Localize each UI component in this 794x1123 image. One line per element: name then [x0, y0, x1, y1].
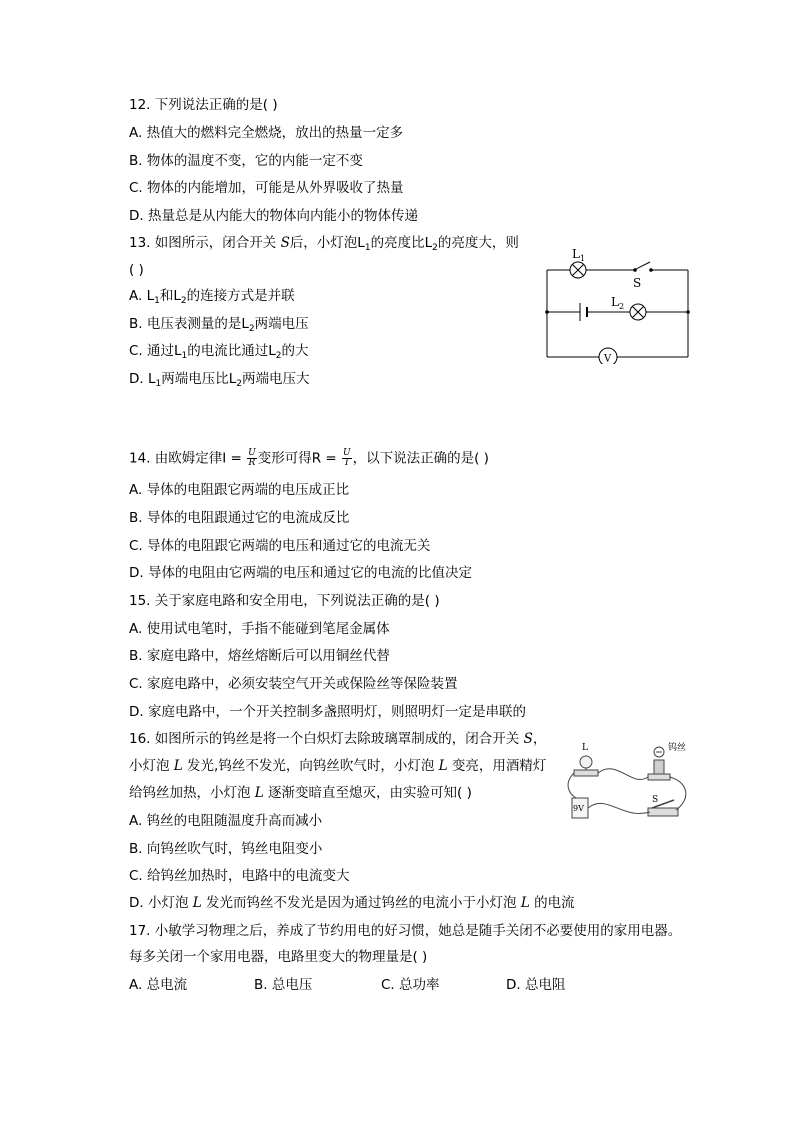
q14-option-d: D. 导体的电阻由它两端的电压和通过它的电流的比值决定 — [129, 565, 472, 581]
q16-experiment-figure — [562, 738, 696, 824]
q15-option-d: D. 家庭电路中，一个开关控制多盏照明灯，则照明灯一定是串联的 — [129, 704, 526, 720]
q16-option-b: B. 向钨丝吹气时，钨丝电阻变小 — [129, 841, 323, 857]
q15-option-c: C. 家庭电路中，必须安装空气开关或保险丝等保险装置 — [129, 676, 458, 692]
q12-option-b: B. 物体的温度不变，它的内能一定不变 — [129, 153, 363, 169]
q17-option-d: D. 总电阻 — [506, 977, 566, 993]
q14-option-c: C. 导体的电阻跟它两端的电压和通过它的电流无关 — [129, 538, 431, 554]
small-lamp-icon — [580, 756, 592, 768]
q16-option-c: C. 给钨丝加热时，电路中的电流变大 — [129, 868, 350, 884]
q13-circuit-diagram — [540, 240, 696, 364]
q13-option-b: B. 电压表测量的是$L_2$两端电压 — [129, 316, 309, 334]
q17-option-c: C. 总功率 — [381, 977, 440, 993]
q13-stem: 13. 如图所示，闭合开关 S后，小灯泡$L_1$的亮度比$L_2$的亮度大，则 — [129, 235, 519, 253]
q12-option-a: A. 热值大的燃料完全燃烧，放出的热量一定多 — [129, 125, 404, 141]
q12-option-c: C. 物体的内能增加，可能是从外界吸收了热量 — [129, 180, 404, 196]
q16-option-a: A. 钨丝的电阻随温度升高而减小 — [129, 813, 323, 829]
q14-option-b: B. 导体的电阻跟通过它的电流成反比 — [129, 510, 350, 526]
q13-option-a: A. $L_1$和$L_2$的连接方式是并联 — [129, 288, 295, 306]
q16-option-d: D. 小灯泡 L 发光而钨丝不发光是因为通过钨丝的电流小于小灯泡 L 的电流 — [129, 895, 575, 911]
q12-option-d: D. 热量总是从内能大的物体向内能小的物体传递 — [129, 208, 418, 224]
q13-option-d: D. $L_1$两端电压比$L_2$两端电压大 — [129, 371, 310, 389]
q13-option-c: C. 通过$L_1$的电流比通过$L_2$的大 — [129, 343, 309, 361]
label-l1: $L_1$ — [572, 247, 586, 263]
label-tungsten: 钨丝 — [668, 743, 687, 753]
q17-option-a: A. 总电流 — [129, 977, 188, 993]
q13-stem-line2: ( ) — [129, 262, 144, 278]
label-s: S — [633, 276, 642, 290]
q15-option-a: A. 使用试电笔时，手指不能碰到笔尾金属体 — [129, 621, 390, 637]
fraction-u-over-r: $\frac{U}{R}$ — [248, 448, 256, 468]
q16-stem-line3: 给钨丝加热，小灯泡 L 逐渐变暗直至熄灭，由实验可知( ) — [129, 785, 472, 801]
label-switch-s: S — [652, 795, 659, 805]
label-l2: $L_2$ — [611, 295, 625, 311]
q12-stem: 12. 下列说法正确的是( ) — [129, 97, 278, 113]
label-9v: 9V — [573, 804, 584, 813]
q14-option-a: A. 导体的电阻跟它两端的电压成正比 — [129, 482, 350, 498]
q16-stem-line1: 16. 如图所示的钨丝是将一个白炽灯去除玻璃罩制成的，闭合开关 S， — [129, 731, 547, 747]
fraction-u-over-i: $\frac{U}{I}$ — [343, 448, 351, 468]
q15-stem: 15. 关于家庭电路和安全用电，下列说法正确的是( ) — [129, 593, 440, 609]
label-lamp-l: L — [582, 743, 588, 753]
q14-stem: 14. 由欧姆定律I = $\frac{U}{R}$ 变形可得R = $\frac{U}{I}$ ，以下说法正确的是( ) — [129, 448, 489, 468]
q17-option-b: B. 总电压 — [254, 977, 313, 993]
q17-stem-line2: 每多关闭一个家用电器，电路里变大的物理量是( ) — [129, 949, 428, 965]
label-v: V — [604, 353, 612, 364]
q15-option-b: B. 家庭电路中，熔丝熔断后可以用铜丝代替 — [129, 648, 390, 664]
q16-stem-line2: 小灯泡 L 发光,钨丝不发光，向钨丝吹气时，小灯泡 L 变亮，用酒精灯 — [129, 758, 547, 774]
q17-stem-line1: 17. 小敏学习物理之后，养成了节约用电的好习惯，她总是随手关闭不必要使用的家用电器。 — [129, 923, 682, 939]
